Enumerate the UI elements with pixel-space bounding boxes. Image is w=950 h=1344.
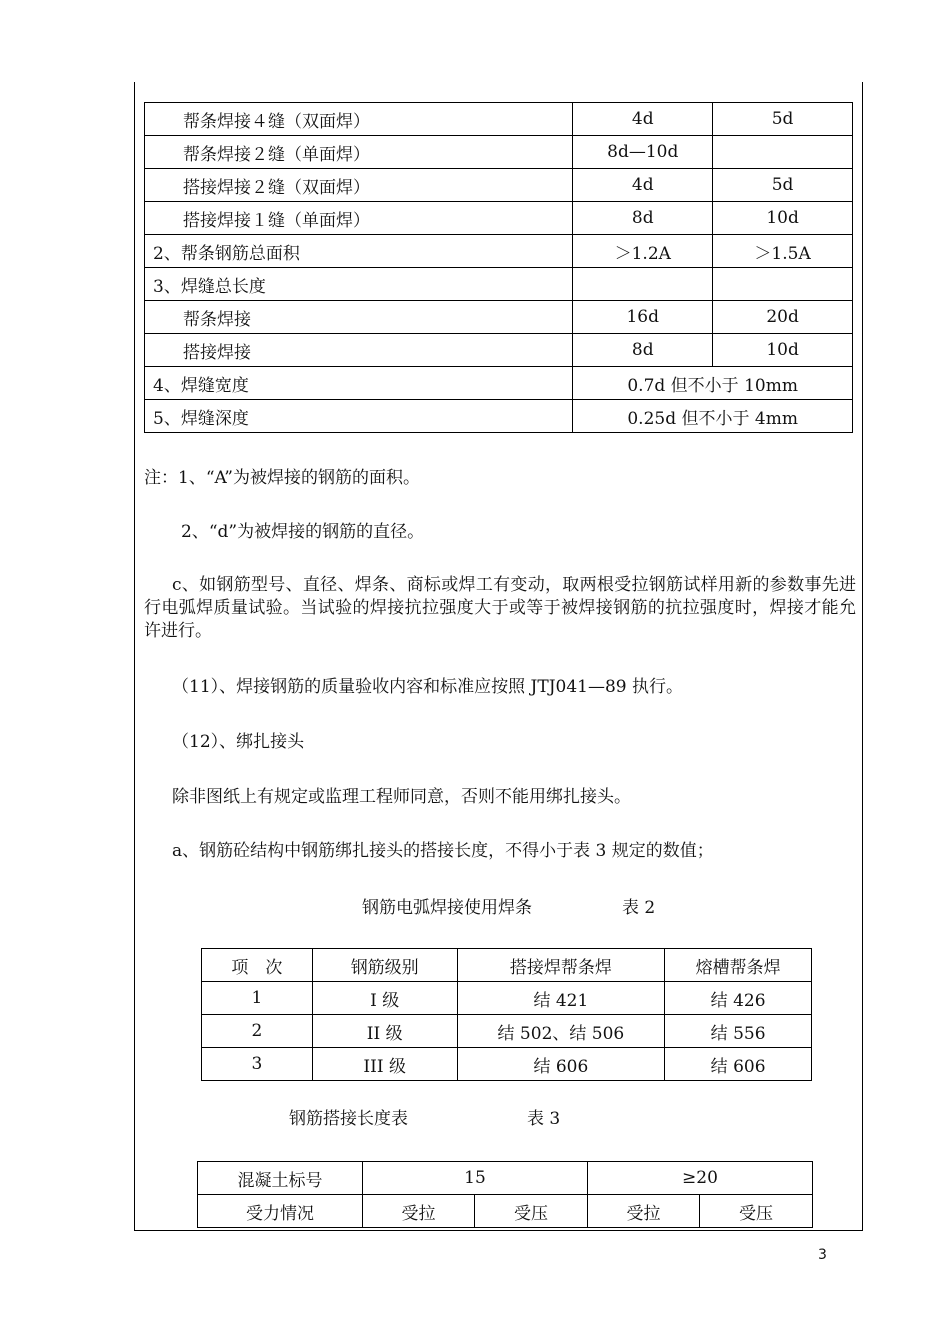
- row-label: 帮条焊接２缝（单面焊）: [145, 136, 573, 169]
- cell-value: 0.25d 但不小于 4mm: [573, 400, 853, 433]
- table-cell: 结 502、结 506: [457, 1015, 665, 1048]
- cell-value: 4d: [573, 103, 713, 136]
- cell-value: 4d: [573, 169, 713, 202]
- table-row: [145, 268, 853, 301]
- row-label: 帮条焊接４缝（双面焊）: [145, 103, 573, 136]
- cell-value: 5d: [713, 103, 853, 136]
- row-label: 搭接焊接: [145, 334, 573, 367]
- table-row: [202, 982, 812, 1015]
- cell-value: [713, 136, 853, 169]
- cell-value: 8d: [573, 202, 713, 235]
- table-row: [145, 400, 853, 433]
- table-cell: 1: [202, 982, 313, 1015]
- table2-title: 钢筋电弧焊接使用焊条: [362, 898, 532, 918]
- table2-tag: 表 2: [622, 898, 656, 918]
- electrode-table: [201, 948, 812, 1081]
- table-row: [145, 136, 853, 169]
- table-header-row: [198, 1162, 813, 1195]
- column-header: ≥20: [588, 1162, 813, 1195]
- column-header: 熔槽帮条焊: [665, 949, 812, 982]
- table-cell: 受压: [475, 1195, 588, 1228]
- cell-value: ＞1.5A: [713, 235, 853, 268]
- table-cell: I 级: [312, 982, 457, 1015]
- row-label: 混凝土标号: [198, 1162, 363, 1195]
- table-row: [145, 334, 853, 367]
- table-cell: 结 606: [457, 1048, 665, 1081]
- cell-value: [713, 268, 853, 301]
- cell-value: [573, 268, 713, 301]
- paragraph-a: a、钢筋砼结构中钢筋绑扎接头的搭接长度，不得小于表 3 规定的数值；: [172, 841, 714, 861]
- cell-value: 10d: [713, 334, 853, 367]
- row-label: 搭接焊接１缝（单面焊）: [145, 202, 573, 235]
- table3-title: 钢筋搭接长度表: [289, 1109, 408, 1129]
- cell-value: 5d: [713, 169, 853, 202]
- paragraph-c: c、如钢筋型号、直径、焊条、商标或焊工有变动，取两根受拉钢筋试样用新的参数事先进行电弧焊质量试验。当试验的焊接抗拉强度大于或等于被焊接钢筋的抗拉强度时，焊接才能允许进行。: [144, 575, 856, 641]
- row-label: 4、焊缝宽度: [145, 367, 573, 400]
- cell-value: 16d: [573, 301, 713, 334]
- paragraph-11: （11）、焊接钢筋的质量验收内容和标准应按照 JTJ041—89 执行。: [172, 677, 683, 697]
- column-header: 15: [363, 1162, 588, 1195]
- page-number: 3: [818, 1247, 827, 1263]
- table-cell: 受拉: [588, 1195, 700, 1228]
- row-label: 2、帮条钢筋总面积: [145, 235, 573, 268]
- row-label: 搭接焊接２缝（双面焊）: [145, 169, 573, 202]
- note-1: 注：1、“A”为被焊接的钢筋的面积。: [144, 468, 420, 488]
- table-row: [145, 301, 853, 334]
- table-header-row: [202, 949, 812, 982]
- weld-length-table: [144, 102, 853, 433]
- table3-tag: 表 3: [527, 1109, 561, 1129]
- cell-value: 8d—10d: [573, 136, 713, 169]
- cell-value: 20d: [713, 301, 853, 334]
- table-row: [202, 1048, 812, 1081]
- table-row: [198, 1195, 813, 1228]
- table-row: [145, 103, 853, 136]
- table-cell: III 级: [312, 1048, 457, 1081]
- table-cell: 结 606: [665, 1048, 812, 1081]
- row-label: 受力情况: [198, 1195, 363, 1228]
- table-row: [145, 169, 853, 202]
- table-cell: II 级: [312, 1015, 457, 1048]
- lap-length-table: [197, 1161, 813, 1228]
- paragraph-12: （12）、绑扎接头: [172, 732, 305, 752]
- column-header: 钢筋级别: [312, 949, 457, 982]
- table-cell: 受拉: [363, 1195, 475, 1228]
- row-label: 3、焊缝总长度: [145, 268, 573, 301]
- cell-value: 10d: [713, 202, 853, 235]
- table-cell: 结 426: [665, 982, 812, 1015]
- table-row: [145, 367, 853, 400]
- cell-value: 0.7d 但不小于 10mm: [573, 367, 853, 400]
- table-cell: 2: [202, 1015, 313, 1048]
- column-header: 项 次: [202, 949, 313, 982]
- row-label: 帮条焊接: [145, 301, 573, 334]
- paragraph-except: 除非图纸上有规定或监理工程师同意，否则不能用绑扎接头。: [172, 787, 631, 807]
- cell-value: ＞1.2A: [573, 235, 713, 268]
- table-cell: 3: [202, 1048, 313, 1081]
- table-row: [145, 202, 853, 235]
- table-cell: 结 556: [665, 1015, 812, 1048]
- table-row: [202, 1015, 812, 1048]
- table-row: [145, 235, 853, 268]
- column-header: 搭接焊帮条焊: [457, 949, 665, 982]
- row-label: 5、焊缝深度: [145, 400, 573, 433]
- note-2: 2、“d”为被焊接的钢筋的直径。: [181, 522, 425, 542]
- table-cell: 受压: [700, 1195, 813, 1228]
- table-cell: 结 421: [457, 982, 665, 1015]
- cell-value: 8d: [573, 334, 713, 367]
